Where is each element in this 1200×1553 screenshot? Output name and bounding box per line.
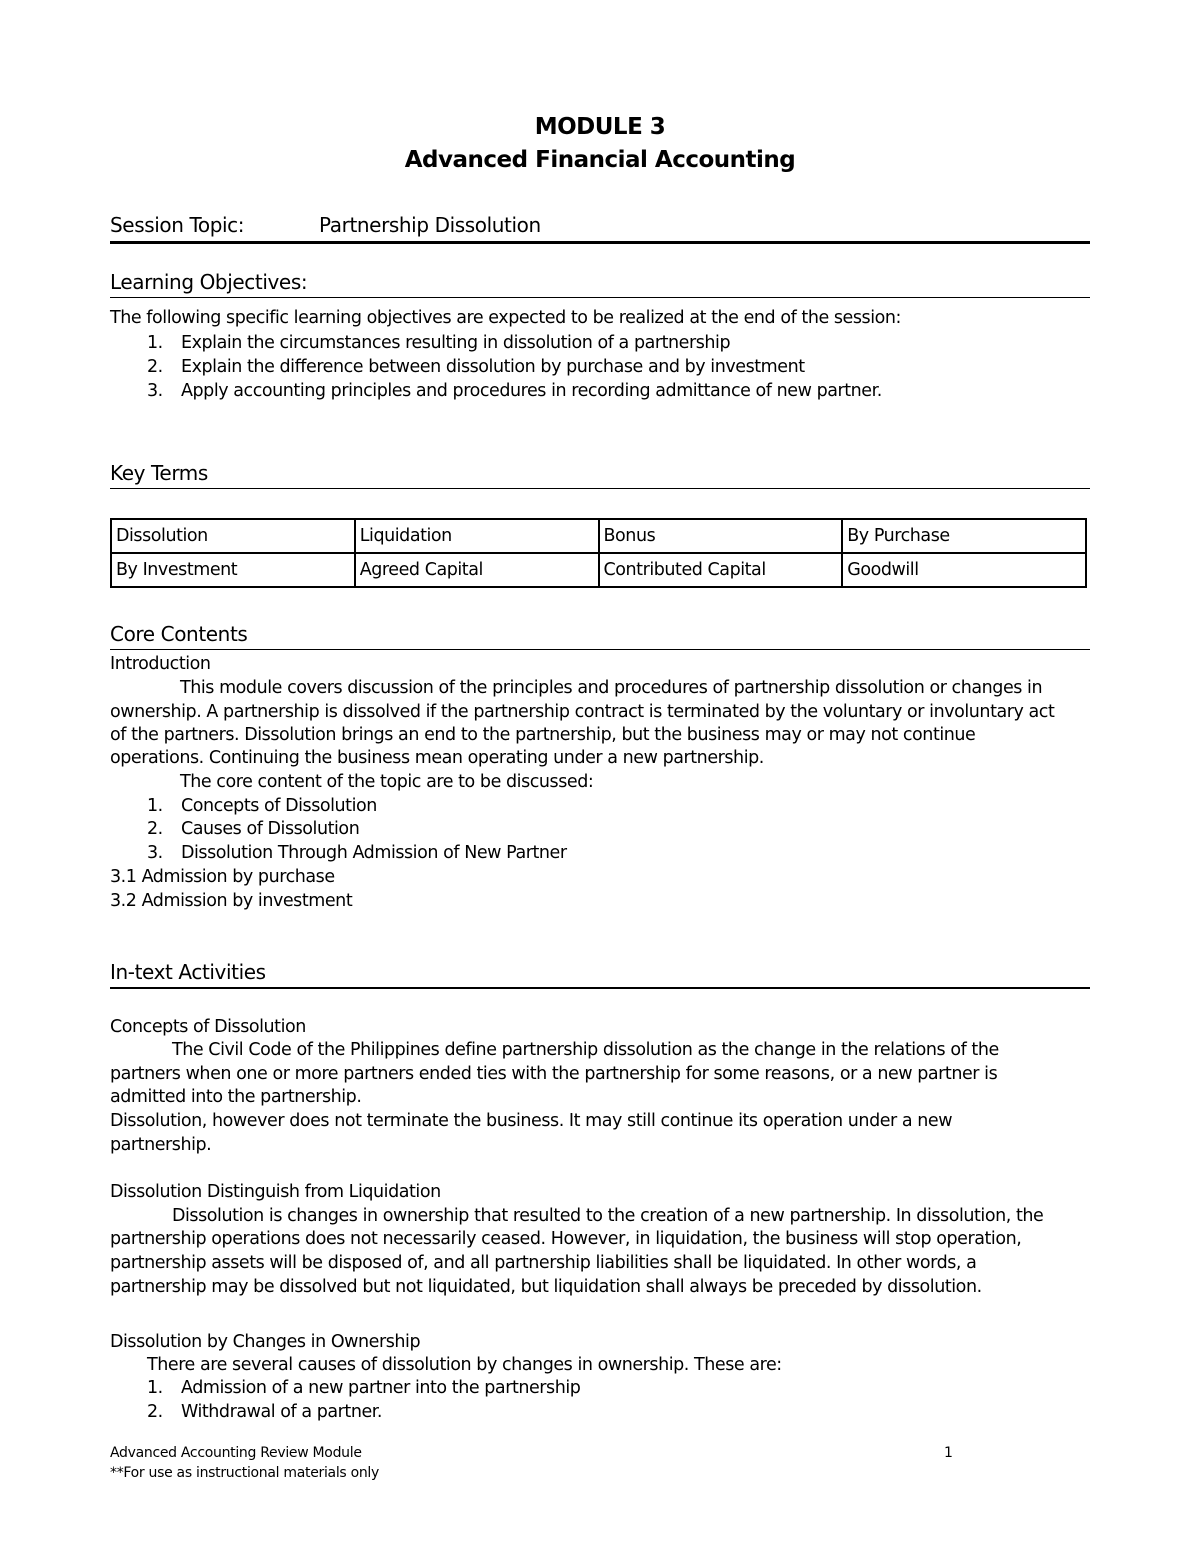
learning-objectives-heading: Learning Objectives: bbox=[110, 270, 1090, 298]
core-sub-item: 3.2 Admission by investment bbox=[110, 891, 353, 911]
paragraph-line: partnership. bbox=[110, 1135, 212, 1155]
paragraph-line: The Civil Code of the Philippines define partnership dissolution as the change in the relations of the bbox=[172, 1040, 999, 1060]
table-cell: Dissolution bbox=[111, 519, 355, 553]
table-cell: By Purchase bbox=[842, 519, 1086, 553]
module-title: MODULE 3 bbox=[534, 114, 666, 140]
footer-note: **For use as instructional materials only bbox=[110, 1465, 379, 1481]
objectives-intro: The following specific learning objectives are expected to be realized at the end of the session: bbox=[110, 308, 901, 328]
table-cell: Agreed Capital bbox=[355, 553, 599, 587]
core-sub-item: 3.1 Admission by purchase bbox=[110, 867, 335, 887]
page-number: 1 bbox=[944, 1445, 953, 1461]
paragraph-line: admitted into the partnership. bbox=[110, 1087, 362, 1107]
paragraph-line: ownership. A partnership is dissolved if the partnership contract is terminated by the voluntary or involuntary act bbox=[110, 702, 1055, 722]
concepts-title: Concepts of Dissolution bbox=[110, 1017, 306, 1037]
changes-intro: There are several causes of dissolution by changes in ownership. These are: bbox=[147, 1355, 782, 1375]
paragraph-line: of the partners. Dissolution brings an end to the partnership, but the business may or may not continue bbox=[110, 725, 976, 745]
paragraph-line: partnership assets will be disposed of, and all partnership liabilities shall be liquidated. In other words, a bbox=[110, 1253, 977, 1273]
key-terms-table bbox=[110, 518, 1087, 588]
paragraph-line: partnership operations does not necessarily ceased. However, in liquidation, the business will stop operation, bbox=[110, 1229, 1022, 1249]
changes-title: Dissolution by Changes in Ownership bbox=[110, 1332, 421, 1352]
table-cell: Contributed Capital bbox=[599, 553, 843, 587]
table-cell: Bonus bbox=[599, 519, 843, 553]
paragraph-line: Dissolution is changes in ownership that resulted to the creation of a new partnership. In dissolution, the bbox=[172, 1206, 1044, 1226]
session-topic-value: Partnership Dissolution bbox=[319, 213, 541, 237]
core-contents-heading: Core Contents bbox=[110, 622, 1090, 650]
introduction-subheading: Introduction bbox=[110, 654, 211, 674]
footer-module-name: Advanced Accounting Review Module bbox=[110, 1445, 362, 1461]
table-row bbox=[111, 519, 1086, 553]
core-list-intro: The core content of the topic are to be discussed: bbox=[180, 772, 594, 792]
session-topic-row bbox=[110, 213, 1090, 244]
paragraph-line: partners when one or more partners ended ties with the partnership for some reasons, or a new partner is bbox=[110, 1064, 998, 1084]
table-cell: Liquidation bbox=[355, 519, 599, 553]
table-row bbox=[111, 553, 1086, 587]
paragraph-line: partnership may be dissolved but not liquidated, but liquidation shall always be preceded by dissolution. bbox=[110, 1277, 982, 1297]
distinguish-title: Dissolution Distinguish from Liquidation bbox=[110, 1182, 441, 1202]
table-cell: By Investment bbox=[111, 553, 355, 587]
course-title: Advanced Financial Accounting bbox=[404, 147, 796, 173]
session-topic-label: Session Topic: bbox=[110, 213, 245, 237]
paragraph-line: operations. Continuing the business mean operating under a new partnership. bbox=[110, 748, 764, 768]
table-cell: Goodwill bbox=[842, 553, 1086, 587]
key-terms-heading: Key Terms bbox=[110, 461, 1090, 489]
paragraph-line: This module covers discussion of the principles and procedures of partnership dissolution or changes in bbox=[180, 678, 1043, 698]
in-text-activities-heading: In-text Activities bbox=[110, 960, 1090, 989]
paragraph-line: Dissolution, however does not terminate the business. It may still continue its operation under a new bbox=[110, 1111, 953, 1131]
